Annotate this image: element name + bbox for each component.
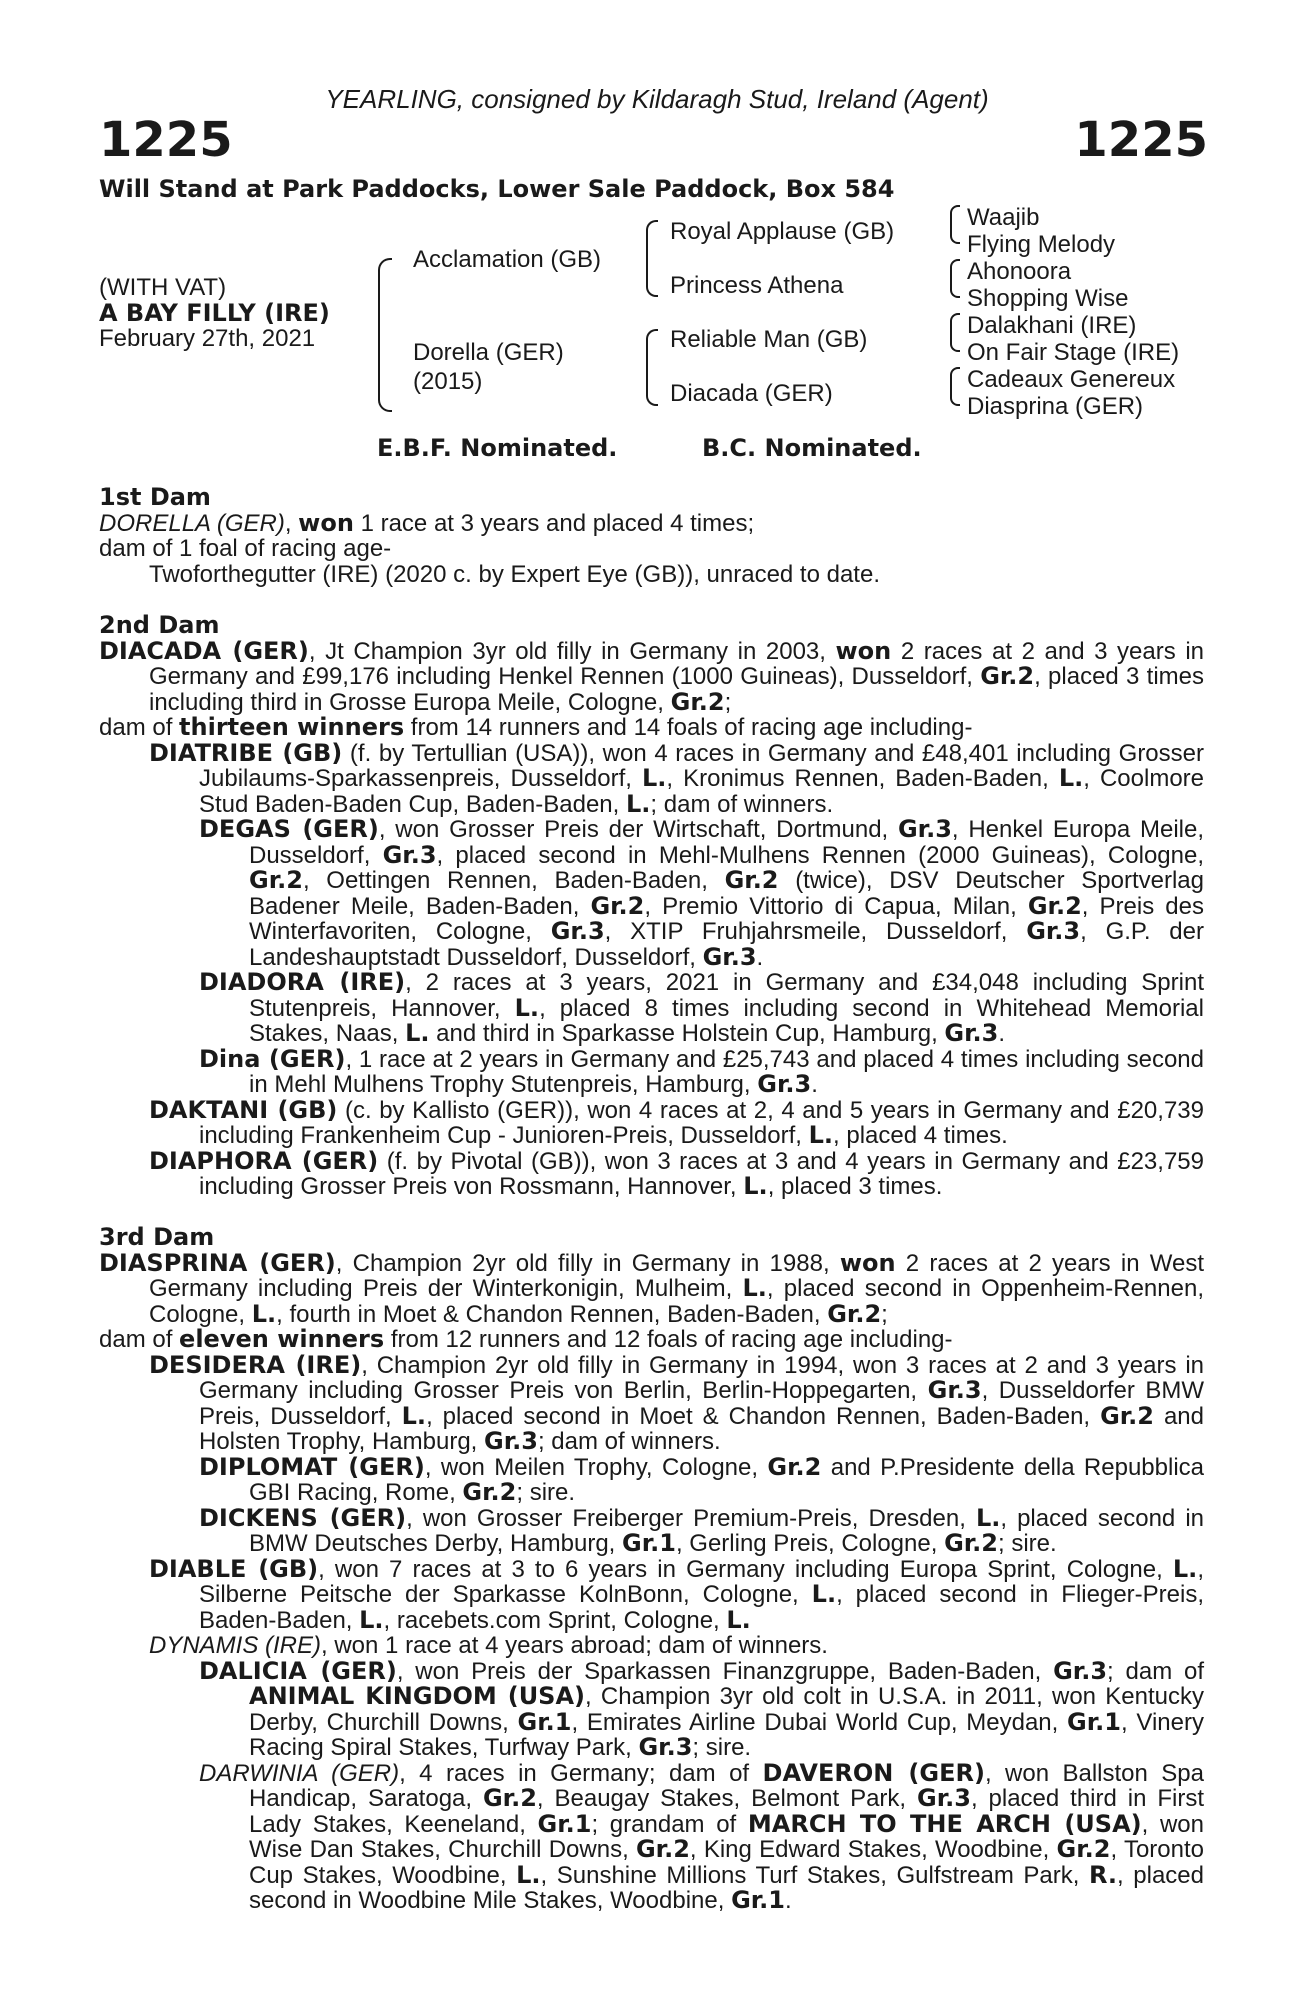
progeny-dalicia: DALICIA (GER), won Preis der Sparkassen Finanzgruppe, Baden-Baden, Gr.3; dam of ANIMAL KINGDOM (USA), Champion 3yr old colt in U.S.A. in 2011, won Kentucky Derby, Churchill Downs, Gr.1, Emirates Airline Dubai World Cup, Meydan, Gr.1, Vinery Racing Spiral Stakes, Turfway Park, Gr.3; sire. bbox=[199, 1656, 1205, 1761]
lot-number-left: 1225 bbox=[99, 112, 233, 168]
third-dam-heading: 3rd Dam bbox=[99, 1223, 215, 1251]
lot-number-right: 1225 bbox=[1074, 112, 1208, 168]
vat-note: (WITH VAT) bbox=[99, 274, 227, 301]
stand-location: Will Stand at Park Paddocks, Lower Sale Paddock, Box 584 bbox=[99, 175, 895, 203]
second-dam-produce-summary: dam of thirteen winners from 14 runners and 14 foals of racing age including- bbox=[99, 713, 973, 741]
progeny-daktani: DAKTANI (GB) (c. by Kallisto (GER)), won 4 races at 2, 4 and 5 years in Germany and £20,739 including Frankenheim Cup - Junioren-Preis, Dusseldorf, L., placed 4 times. bbox=[149, 1095, 1204, 1149]
dam-dam: Diacada (GER) bbox=[670, 380, 833, 407]
horse-name: A BAY FILLY (IRE) bbox=[99, 299, 330, 327]
brace-g2 bbox=[950, 259, 960, 298]
first-dam-section bbox=[99, 485, 1204, 587]
third-dam-produce-summary: dam of eleven winners from 12 runners and 12 foals of racing age including- bbox=[99, 1325, 953, 1353]
second-dam-entry: DIACADA (GER), Jt Champion 3yr old filly in Germany in 2003, won 2 races at 2 and 3 years in Germany and £99,176 including Henkel Rennen (1000 Guineas), Dusseldorf, Gr.2, placed 3 times including third in Grosse Europa Meile, Cologne, Gr.2; bbox=[99, 636, 1204, 716]
first-dam-name: DORELLA (GER) bbox=[99, 509, 285, 537]
first-dam-heading: 1st Dam bbox=[99, 483, 211, 511]
progeny-darwinia: DARWINIA (GER), 4 races in Germany; dam of DAVERON (GER), won Ballston Spa Handicap, Saratoga, Gr.2, Beaugay Stakes, Belmont Park, Gr.3, placed third in First Lady Stakes, Keeneland, Gr.1; grandam of MARCH TO THE ARCH (USA), won Wise Dan Stakes, Churchill Downs, Gr.2, King Edward Stakes, Woodbine, Gr.2, Toronto Cup Stakes, Woodbine, L., Sunshine Millions Turf Stakes, Gulfstream Park, R., placed second in Woodbine Mile Stakes, Woodbine, Gr.1. bbox=[199, 1758, 1205, 1914]
second-dam-name: DIACADA (GER) bbox=[99, 636, 309, 665]
progeny-diaphora: DIAPHORA (GER) (f. by Pivotal (GB)), won 3 races at 3 and 4 years in Germany and £23,759 including Grosser Preis von Rossmann, Hannover, L., placed 3 times. bbox=[149, 1146, 1204, 1200]
bc-nominated: B.C. Nominated. bbox=[702, 434, 922, 462]
brace-dam bbox=[646, 329, 658, 406]
brace-g3 bbox=[950, 313, 960, 352]
first-dam-foals: dam of 1 foal of racing age- bbox=[99, 535, 392, 562]
progeny-diadora: DIADORA (IRE), 2 races at 3 years, 2021 in Germany and £34,048 including Sprint Stutenpreis, Hannover, L., placed 8 times including second in Whitehead Memorial Stakes, Naas, L. and third in Sparkasse Holstein Cup, Hamburg, Gr.3. bbox=[199, 968, 1204, 1047]
dam: Dorella (GER) bbox=[413, 339, 564, 366]
third-dam-section bbox=[99, 1225, 1204, 1914]
dam-year: (2015) bbox=[413, 368, 483, 395]
sire-sire: Royal Applause (GB) bbox=[670, 218, 895, 245]
progeny-dickens: DICKENS (GER), won Grosser Freiberger Premium-Preis, Dresden, L., placed second in BMW Deutsches Derby, Hamburg, Gr.1, Gerling Preis, Cologne, Gr.2; sire. bbox=[199, 1503, 1204, 1557]
foaling-date: February 27th, 2021 bbox=[99, 325, 316, 352]
dam-sire: Reliable Man (GB) bbox=[670, 326, 868, 353]
gg-7: Cadeaux Genereux bbox=[967, 366, 1176, 393]
brace-g4 bbox=[950, 367, 960, 406]
brace-g1 bbox=[950, 205, 960, 244]
sire: Acclamation (GB) bbox=[413, 246, 602, 273]
second-dam-section bbox=[99, 613, 1204, 1200]
ebf-nominated: E.B.F. Nominated. bbox=[377, 434, 618, 462]
gg-5: Dalakhani (IRE) bbox=[967, 312, 1137, 339]
third-dam-name: DIASPRINA (GER) bbox=[99, 1248, 336, 1277]
progeny-diplomat: DIPLOMAT (GER), won Meilen Trophy, Cologne, Gr.2 and P.Presidente della Repubblica GBI Racing, Rome, Gr.2; sire. bbox=[199, 1452, 1205, 1506]
progeny-dina: Dina (GER), 1 race at 2 years in Germany and £25,743 and placed 4 times including second in Mehl Mulhens Trophy Stutenpreis, Hamburg, Gr.3. bbox=[199, 1044, 1204, 1098]
progeny-diatribe: DIATRIBE (GB) (f. by Tertullian (USA)), won 4 races in Germany and £48,401 including Grosser Jubilaums-Sparkassenpreis, Dusseldorf, L., Kronimus Rennen, Baden-Baden, L., Coolmore Stud Baden-Baden Cup, Baden-Baden, L.; dam of winners. bbox=[149, 738, 1205, 818]
progeny-degas: DEGAS (GER), won Grosser Preis der Wirtschaft, Dortmund, Gr.3, Henkel Europa Meile, Dusseldorf, Gr.3, placed second in Mehl-Mulhens Rennen (2000 Guineas), Cologne, Gr.2, Oettingen Rennen, Baden-Baden, Gr.2 (twice), DSV Deutscher Sportverlag Badener Meile, Baden-Baden, Gr.2, Premio Vittorio di Capua, Milan, Gr.2, Preis des Winterfavoriten, Cologne, Gr.3, XTIP Fruhjahrsmeile, Dusseldorf, Gr.3, G.P. der Landeshauptstadt Dusseldorf, Dusseldorf, Gr.3. bbox=[199, 815, 1205, 971]
third-dam-entry: DIASPRINA (GER), Champion 2yr old filly in Germany in 1988, won 2 races at 2 years in West Germany including Preis der Winterkonigin, Mulheim, L., placed second in Oppenheim-Rennen, Cologne, L., fourth in Moet & Chandon Rennen, Baden-Baden, Gr.2; bbox=[99, 1248, 1204, 1328]
gg-3: Ahonoora bbox=[967, 258, 1072, 285]
gg-8: Diasprina (GER) bbox=[967, 393, 1144, 420]
gg-6: On Fair Stage (IRE) bbox=[967, 339, 1180, 366]
sire-dam: Princess Athena bbox=[670, 272, 844, 299]
brace-sire bbox=[646, 220, 658, 297]
gg-2: Flying Melody bbox=[967, 231, 1116, 258]
progeny-diable: DIABLE (GB), won 7 races at 3 to 6 years in Germany including Europa Sprint, Cologne, L., Silberne Peitsche der Sparkasse KolnBonn, Cologne, L., placed second in Flieger-Preis, Baden-Baden, L., racebets.com Sprint, Cologne, L. bbox=[149, 1554, 1204, 1634]
progeny-desidera: DESIDERA (IRE), Champion 2yr old filly in Germany in 1994, won 3 races at 2 and 3 years in Germany including Grosser Preis von Berlin, Berlin-Hoppegarten, Gr.3, Dusseldorfer BMW Preis, Dusseldorf, L., placed second in Moet & Chandon Rennen, Baden-Baden, Gr.2 and Holsten Trophy, Hamburg, Gr.3; dam of winners. bbox=[149, 1350, 1205, 1455]
progeny-dynamis: DYNAMIS (IRE), won 1 race at 4 years abroad; dam of winners. bbox=[149, 1632, 828, 1659]
first-dam-entry: DORELLA (GER), won 1 race at 3 years and placed 4 times; bbox=[99, 508, 755, 537]
consignment-line: YEARLING, consigned by Kildaragh Stud, Ireland (Agent) bbox=[325, 84, 989, 114]
gg-4: Shopping Wise bbox=[967, 285, 1129, 312]
second-dam-heading: 2nd Dam bbox=[99, 611, 220, 639]
gg-1: Waajib bbox=[967, 204, 1040, 231]
brace-main bbox=[378, 258, 392, 412]
first-dam-foal-1: Twoforthegutter (IRE) (2020 c. by Expert Eye (GB)), unraced to date. bbox=[149, 560, 880, 588]
